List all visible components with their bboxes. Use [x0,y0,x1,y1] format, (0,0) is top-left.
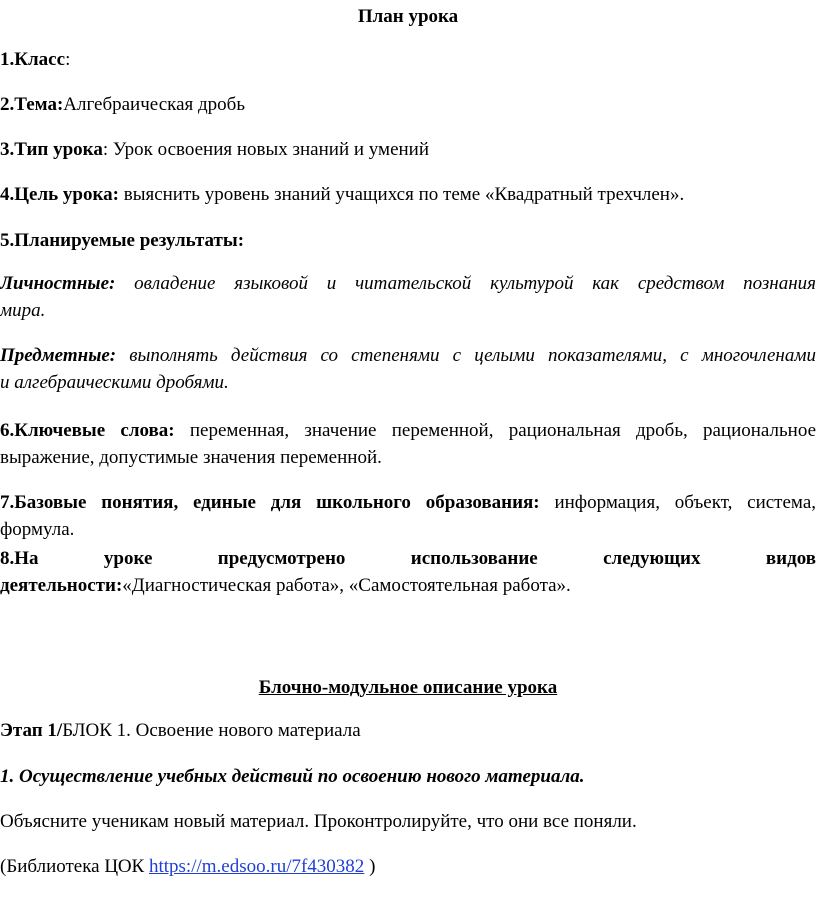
keywords-text-1: переменная, значение переменной, рациональная дробь, рациональное [174,420,816,441]
instruction-text: Объясните ученикам новый материал. Проконтролируйте, что они все поняли. [0,811,637,832]
item-results-label: 5.Планируемые результаты: [0,230,245,251]
item-class [0,46,816,73]
activities-label: деятельности: [0,575,123,596]
item-lesson-type-label: 3.Тип урока [0,139,103,160]
activities-line-2 [0,572,816,599]
library-prefix: (Библиотека ЦОК [0,856,149,877]
item-topic-label: 2.Тема: [0,94,64,115]
keywords-line-2 [0,444,816,471]
concepts-label: 7.Базовые понятия, единые для школьного образования: [0,492,540,513]
personal-line-1 [0,270,816,297]
item-topic-value: Алгебраическая дробь [63,94,245,115]
subject-text-1: выполнять действия со степенями с целыми показателями, с многочленами [116,345,816,366]
library-suffix: ) [364,856,376,877]
personal-text-1: овладение языковой и читательской культурой как средством познания [115,273,816,294]
item-class-sep: : [65,49,71,70]
item-goal [0,181,816,208]
keywords-text-2: выражение, допустимые значения переменной. [0,447,382,468]
item-results [0,227,816,254]
personal-text-2: мира. [0,300,46,321]
item-topic [0,91,816,118]
subject-line-1 [0,342,816,369]
library-line [0,853,816,880]
stage-line [0,717,816,744]
stage-value: БЛОК 1. Освоение нового материала [62,720,361,741]
item-goal-value: выяснить уровень знаний учащихся по теме «Квадратный трехчлен». [118,184,685,205]
personal-line-2 [0,297,816,324]
concepts-text-2: формула. [0,519,75,540]
library-link[interactable]: https://m.edsoo.ru/7f430382 [148,856,365,877]
subject-text-2: и алгебраическими дробями. [0,372,229,393]
stage-label: Этап 1/ [0,720,63,741]
item-goal-label: 4.Цель урока: [0,184,119,205]
concepts-line-2 [0,516,816,543]
section-title: Блочно-модульное описание урока [258,677,558,698]
personal-label: Личностные: [0,273,116,294]
concepts-line-1 [0,489,816,516]
item-class-label: 1.Класс [0,49,66,70]
plan-title: План урока [357,6,459,27]
subject-line-2 [0,369,816,396]
subject-label: Предметные: [0,345,117,366]
activities-value: «Диагностическая работа», «Самостоятельная работа». [122,575,571,596]
keywords-line-1 [0,417,816,444]
keywords-label: 6.Ключевые слова: [0,420,175,441]
activities-line-1: 8.На уроке предусмотрено использование следующих видов [0,548,816,569]
step-title: 1. Осуществление учебных действий по освоению нового материала. [0,766,585,787]
concepts-text-1: информация, объект, система, [539,492,816,513]
item-lesson-type-value: : Урок освоения новых знаний и умений [102,139,430,160]
item-lesson-type [0,136,816,163]
